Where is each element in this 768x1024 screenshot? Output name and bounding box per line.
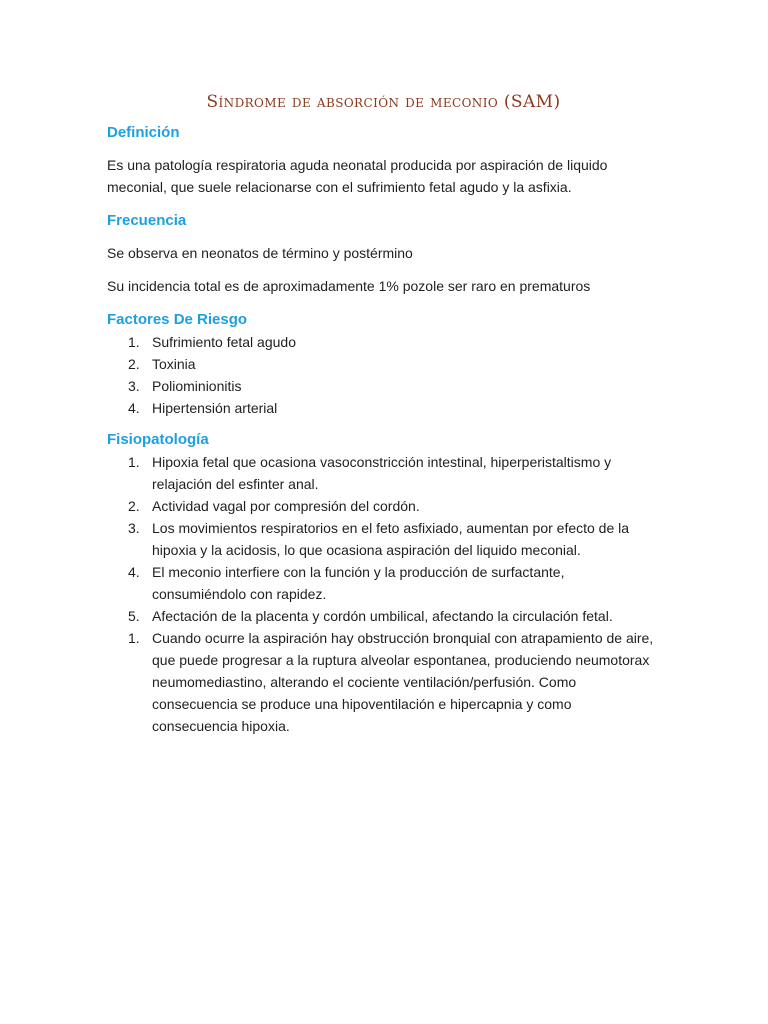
document-title: Síndrome de absorción de meconio (SAM) [206,92,561,112]
fisiopatologia-list [107,451,660,627]
list-item-text: Hipertensión arterial [152,400,278,416]
list-item [107,375,660,397]
list-item [107,627,660,737]
list-item [107,517,660,561]
list-item [107,605,660,627]
fisiopatologia-extra-list [107,627,660,737]
heading-fisiopatologia: Fisiopatología [107,431,209,448]
list-item-text: Actividad vagal por compresión del cordón. [152,498,420,514]
heading-frecuencia: Frecuencia [107,212,187,229]
list-item-text: Sufrimiento fetal agudo [152,334,296,350]
list-item-text: Cuando ocurre la aspiración hay obstrucción bronquial con atrapamiento de aire, que puede progresar a la ruptura alveolar espontanea, produciendo neumotorax neumomediastino, alterando el cociente ventilación/perfusión. Como consecuencia se produce una hipoventilación e hipercapnia y como consecuencia hipoxia. [152,630,654,734]
list-number: 1. [128,454,140,470]
list-number: 1. [128,334,140,350]
list-item-text: El meconio interfiere con la función y la producción de surfactante, consumiéndolo con rapidez. [152,564,565,602]
list-item [107,353,660,375]
list-number: 5. [128,608,140,624]
factores-list [107,331,660,419]
frecuencia-line-2: Su incidencia total es de aproximadamente 1% pozole ser raro en prematuros [107,278,591,294]
list-number: 4. [128,400,140,416]
list-item-text: Afectación de la placenta y cordón umbilical, afectando la circulación fetal. [152,608,613,624]
list-number: 4. [128,564,140,580]
list-item [107,495,660,517]
list-number: 3. [128,520,140,536]
heading-factores-de-riesgo: Factores De Riesgo [107,311,248,328]
definicion-text: Es una patología respiratoria aguda neonatal producida por aspiración de liquido meconial, que suele relacionarse con el sufrimiento fetal agudo y la asfixia. [107,157,608,195]
list-number: 1. [128,630,140,646]
frecuencia-line-1: Se observa en neonatos de término y postérmino [107,245,413,261]
list-item [107,331,660,353]
list-number: 3. [128,378,140,394]
list-number: 2. [128,356,140,372]
list-item-text: Hipoxia fetal que ocasiona vasoconstricción intestinal, hiperperistaltismo y relajación del esfinter anal. [152,454,612,492]
list-item [107,561,660,605]
heading-definicion: Definición [107,124,180,141]
list-item [107,451,660,495]
list-item [107,397,660,419]
list-item-text: Poliominionitis [152,378,242,394]
list-item-text: Los movimientos respiratorios en el feto asfixiado, aumentan por efecto de la hipoxia y la acidosis, lo que ocasiona aspiración del liquido meconial. [152,520,630,558]
list-number: 2. [128,498,140,514]
list-item-text: Toxinia [152,356,196,372]
